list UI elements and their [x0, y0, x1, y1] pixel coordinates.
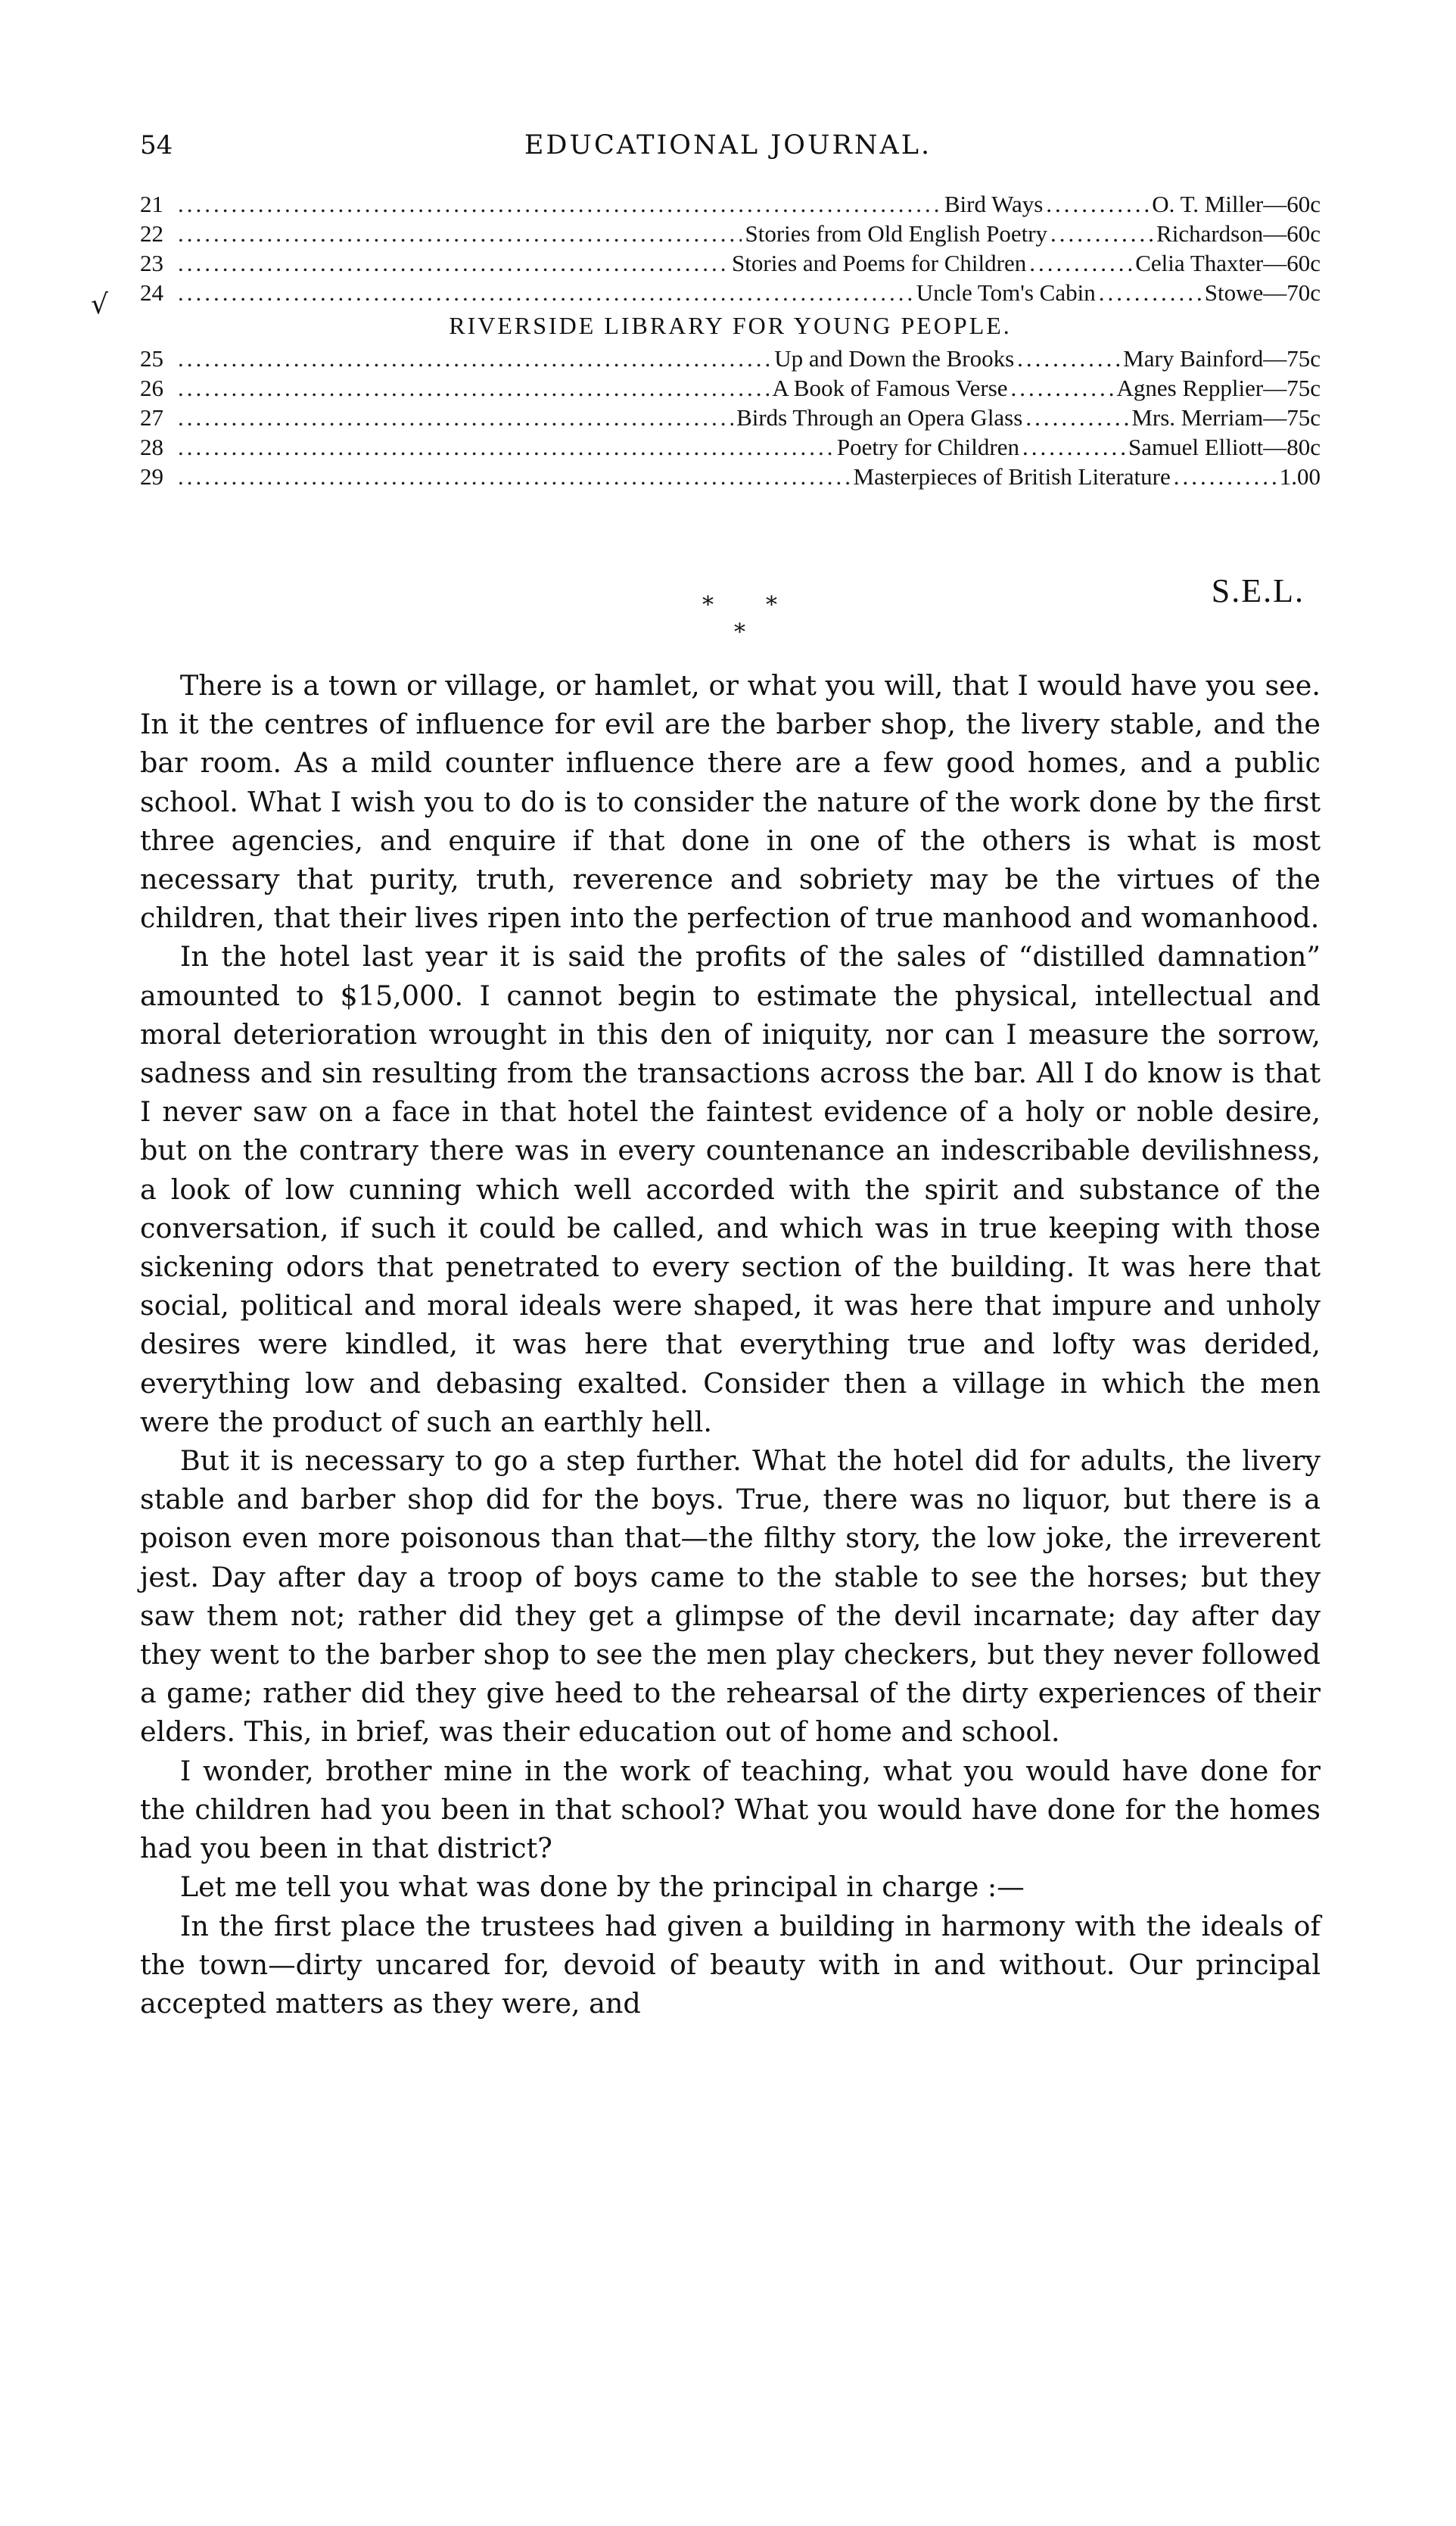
book-number: 27 — [140, 404, 163, 431]
book-number: 28 — [140, 434, 163, 460]
dot-leader — [178, 189, 941, 219]
dot-leader — [178, 278, 913, 307]
book-title: A Book of Famous Verse — [772, 375, 1008, 401]
dot-leader — [1174, 462, 1280, 491]
book-list-row — [140, 219, 1321, 248]
author-signature: S.E.L. — [1211, 572, 1305, 609]
asterism-divider — [696, 592, 810, 653]
dot-leader — [1025, 403, 1131, 432]
book-title: Stories from Old English Poetry — [745, 220, 1048, 247]
book-list-row — [140, 373, 1321, 403]
paragraph: Let me tell you what was done by the principal in charge :— — [179, 1870, 1025, 1904]
book-title: Poetry for Children — [836, 434, 1019, 460]
book-number: 22 — [140, 220, 163, 247]
book-list-row — [140, 248, 1321, 278]
dot-leader — [1050, 219, 1156, 248]
book-list-row — [140, 344, 1321, 373]
book-author-price: O. T. Miller—60c — [1152, 191, 1321, 217]
journal-title: EDUCATIONAL JOURNAL. — [524, 130, 932, 160]
book-author-price: Mrs. Merriam—75c — [1131, 404, 1321, 431]
book-list-row — [140, 432, 1321, 462]
dot-leader — [178, 462, 851, 491]
book-author-price: Agnes Repplier—75c — [1116, 375, 1321, 401]
section-heading: RIVERSIDE LIBRARY FOR YOUNG PEOPLE. — [449, 312, 1012, 339]
paragraph: But it is necessary to go a step further. What the hotel did for adults, the livery stable and barber shop did for the boys. True, there was no liquor, but there is a poison even more poisonous than that—the filthy story, the low joke, the irreverent jest. Day after day a troop of boys came to the stable to see the horses; but they saw them not; rather did they get a glimpse of the devil incarnate; day after day they went to the barber shop to see the men play checkers, but they never followed a game; rather did they give heed to the rehearsal of the dirty experiences of their elders. This, in brief, was their education out of home and school. — [140, 1444, 1321, 1749]
asterisk: * — [734, 619, 745, 646]
asterisk: * — [766, 592, 777, 618]
book-title: Bird Ways — [944, 191, 1044, 217]
book-number: 23 — [140, 250, 163, 276]
book-number: 21 — [140, 191, 163, 217]
dot-leader — [178, 403, 733, 432]
book-author-price: Celia Thaxter—60c — [1135, 250, 1321, 276]
book-list-row — [140, 189, 1321, 219]
dot-leader — [178, 344, 771, 373]
margin-check-mark: √ — [91, 289, 108, 320]
dot-leader — [178, 373, 769, 403]
book-author-price: Richardson—60c — [1156, 220, 1321, 247]
book-author-price: Stowe—70c — [1204, 279, 1321, 306]
book-title: Up and Down the Brooks — [774, 345, 1015, 372]
dot-leader — [1017, 344, 1123, 373]
dot-leader — [1011, 373, 1117, 403]
dot-leader — [178, 432, 834, 462]
book-title: Birds Through an Opera Glass — [736, 404, 1023, 431]
book-list-group-1 — [140, 189, 1321, 307]
paragraph: In the first place the trustees had given a building in harmony with the ideals of the town—dirty uncared for, devoid of beauty with in and without. Our principal accepted matters as they were, and — [140, 1909, 1321, 2020]
paragraph: In the hotel last year it is said the profits of the sales of “distilled damnation” amounted to $15,000. I cannot begin to estimate the physical, intellectual and moral deterioration wrought in this den of iniquity, nor can I measure the sorrow, sadness and sin resulting from the transactions across the bar. All I do know is that I never saw on a face in that hotel the faintest evidence of a holy or noble desire, but on the contrary there was in every countenance an indescribable devilishness, a look of low cunning which well accorded with the spirit and substance of the conversation, if such it could be called, and which was in true keeping with those sickening odors that penetrated to every section of the building. It was here that social, political and moral ideals were shaped, it was here that impure and unholy desires were kindled, it was here that everything true and lofty was derided, everything low and debasing exalted. Consider then a village in which the men were the product of such an earthly hell. — [140, 940, 1321, 1438]
book-list-row — [140, 278, 1321, 307]
book-title: Stories and Poems for Children — [732, 250, 1027, 276]
book-title: Masterpieces of British Literature — [853, 463, 1171, 490]
book-author-price: Mary Bainford—75c — [1123, 345, 1321, 372]
article-body — [140, 666, 1321, 2023]
book-author-price: 1.00 — [1279, 463, 1321, 490]
dot-leader — [1029, 248, 1135, 278]
running-header — [140, 130, 1316, 176]
book-number: 24 — [140, 279, 163, 306]
paragraph: I wonder, brother mine in the work of teaching, what you would have done for the children had you been in that school? What you would have done for the homes had you been in that district? — [140, 1754, 1321, 1865]
dot-leader — [178, 248, 729, 278]
book-number: 25 — [140, 345, 163, 372]
book-list-row — [140, 403, 1321, 432]
dot-leader — [1046, 189, 1152, 219]
dot-leader — [1099, 278, 1205, 307]
paragraph: There is a town or village, or hamlet, or what you will, that I would have you see. In it the centres of influence for evil are the barber shop, the livery stable, and the bar room. As a mild counter influence there are a few good homes, and a public school. What I wish you to do is to consider the nature of the work done by the first three agencies, and enquire if that done in one of the others is what is most necessary that purity, truth, reverence and sobriety may be the virtues of the children, that their lives ripen into the perfection of true manhood and womanhood. — [140, 669, 1321, 935]
dot-leader — [178, 219, 742, 248]
page-number: 54 — [140, 130, 173, 160]
book-list-row — [140, 462, 1321, 491]
book-number: 26 — [140, 375, 163, 401]
book-author-price: Samuel Elliott—80c — [1128, 434, 1321, 460]
book-number: 29 — [140, 463, 163, 490]
book-title: Uncle Tom's Cabin — [916, 279, 1096, 306]
book-list — [140, 189, 1321, 491]
dot-leader — [1022, 432, 1128, 462]
book-list-group-2 — [140, 344, 1321, 491]
asterisk: * — [702, 592, 714, 618]
